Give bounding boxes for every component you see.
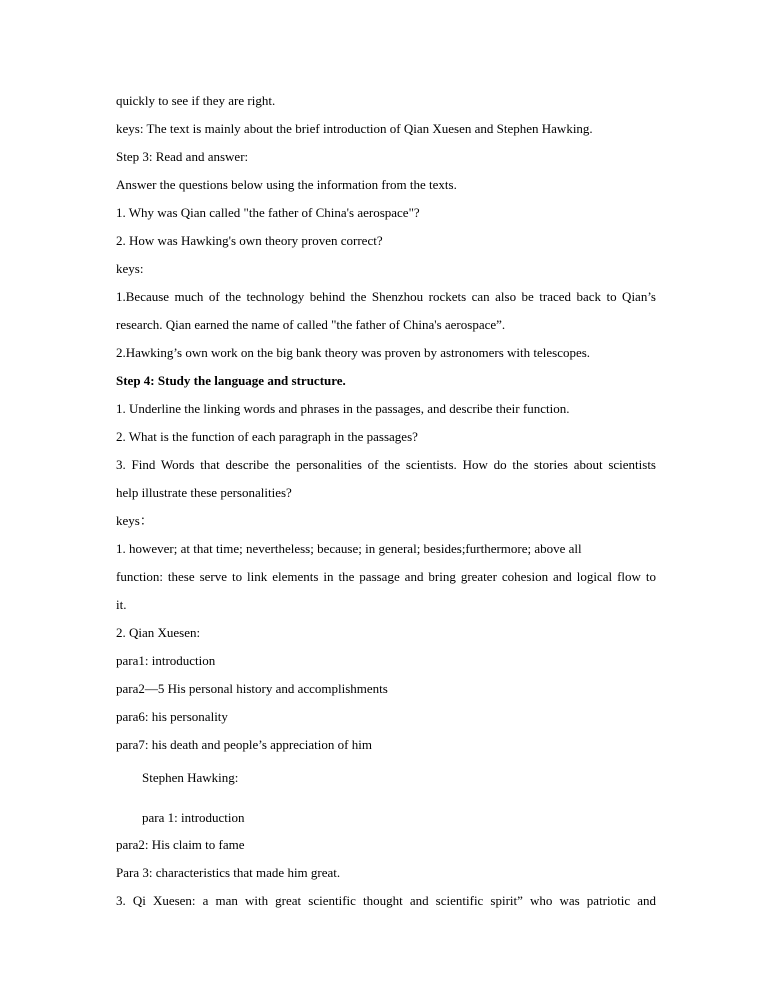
paragraph-item: para 1: introduction xyxy=(142,810,245,825)
question-line: help illustrate these personalities? xyxy=(116,485,292,500)
text-line: Answer the questions below using the information from the texts. xyxy=(116,177,457,192)
keys-label: keys： xyxy=(116,513,153,528)
step-heading-bold: Step 4: Study the language and structure. xyxy=(116,373,346,388)
paragraph-item: Para 3: characteristics that made him great. xyxy=(116,865,341,880)
paragraph-item: para2—5 His personal history and accomplishments xyxy=(116,681,388,696)
subheading: Stephen Hawking: xyxy=(142,770,239,785)
step-heading: Step 3: Read and answer: xyxy=(116,149,249,164)
paragraph-item: para6: his personality xyxy=(116,709,228,724)
answer-line: 3. Qi Xuesen: a man with great scientific thought and scientific spirit” who was patriotic and xyxy=(116,893,656,908)
question-line: 1. Why was Qian called "the father of China's aerospace"? xyxy=(116,205,420,220)
paragraph-item: para2: His claim to fame xyxy=(116,837,245,852)
text-line: keys: The text is mainly about the brief introduction of Qian Xuesen and Stephen Hawking. xyxy=(116,121,593,136)
answer-line: function: these serve to link elements in the passage and bring greater cohesion and logical flow to xyxy=(116,569,656,584)
keys-label: keys: xyxy=(116,261,144,276)
text-line: quickly to see if they are right. xyxy=(116,93,276,108)
paragraph-item: para7: his death and people’s appreciation of him xyxy=(116,737,372,752)
question-line: 1. Underline the linking words and phrases in the passages, and describe their function. xyxy=(116,401,570,416)
paragraph-item: para1: introduction xyxy=(116,653,216,668)
question-line: 2. What is the function of each paragraph in the passages? xyxy=(116,429,418,444)
answer-line: it. xyxy=(116,597,127,612)
answer-line: 2.Hawking’s own work on the big bank theory was proven by astronomers with telescopes. xyxy=(116,345,591,360)
question-line: 3. Find Words that describe the personalities of the scientists. How do the stories about scientists xyxy=(116,457,656,472)
answer-line: 1.Because much of the technology behind the Shenzhou rockets can also be traced back to Qian’s xyxy=(116,289,656,304)
question-line: 2. How was Hawking's own theory proven correct? xyxy=(116,233,383,248)
answer-line: 2. Qian Xuesen: xyxy=(116,625,201,640)
answer-line: research. Qian earned the name of called "the father of China's aerospace”. xyxy=(116,317,506,332)
answer-line: 1. however; at that time; nevertheless; because; in general; besides;furthermore; above all xyxy=(116,541,582,556)
